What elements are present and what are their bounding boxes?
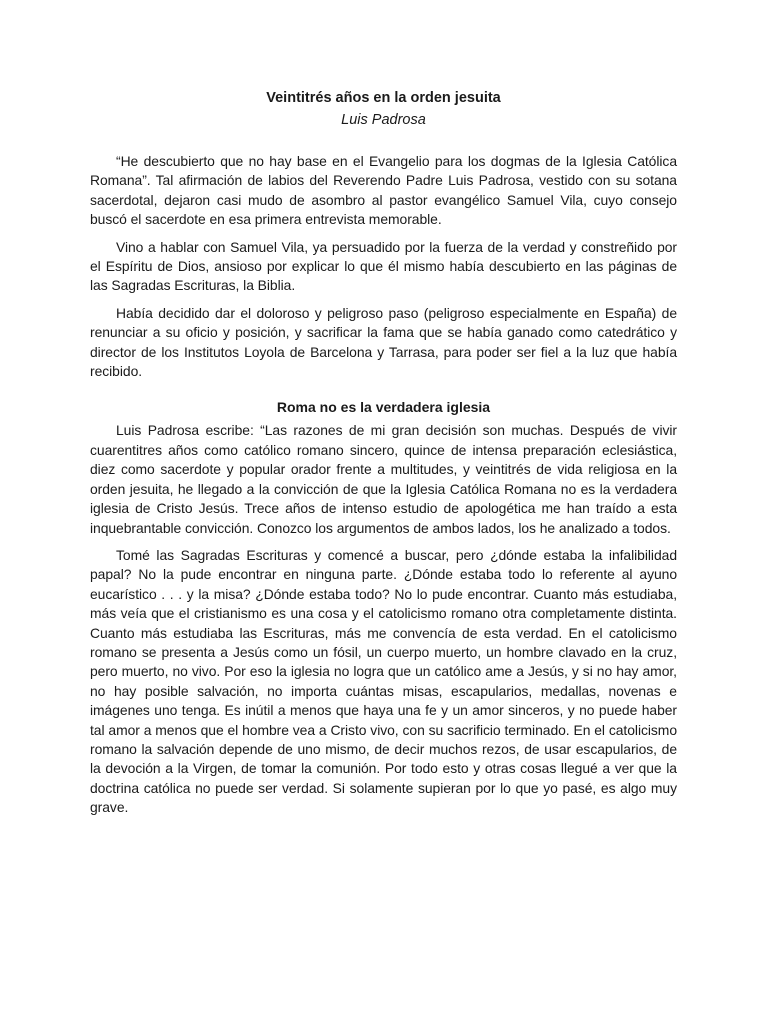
paragraph: “He descubierto que no hay base en el Evangelio para los dogmas de la Iglesia Católica Romana”. Tal afirmación de labios del Reverendo Padre Luis Padrosa, vestido con su sotana sacerdotal, dejaron casi mudo de asombro al pastor evangélico Samuel Vila, cuyo consejo buscó el sacerdote en esa primera entrevista memorable. <box>90 153 677 228</box>
intro-section <box>90 152 677 381</box>
body-section <box>90 421 677 817</box>
paragraph: Había decidido dar el doloroso y peligroso paso (peligroso especialmente en España) de renunciar a su oficio y posición, y sacrificar la fama que se había ganado como catedrático y director de los Institutos Loyola de Barcelona y Tarrasa, para poder ser fiel a la luz que había recibido. <box>90 304 677 380</box>
paragraph: Luis Padrosa escribe: “Las razones de mi gran decisión son muchas. Después de vivir cuarentitres años como católico romano sincero, quince de intensa preparación eclesiástica, diez como sacerdote y popular orador frente a multitudes, y veintitrés de vida religiosa en la orden jesuita, he llegado a la convicción de que la Iglesia Católica Romana no es la verdadera iglesia de Cristo Jesús. Trece años de intenso estudio de apologética me han traído a esta inquebrantable convicción. Conozco los argumentos de ambos lados, los he analizado a todos. <box>90 422 677 536</box>
document-author: Luis Padrosa <box>341 112 426 128</box>
section-heading: Roma no es la verdadera iglesia <box>276 399 491 416</box>
document-page <box>90 88 677 826</box>
document-title: Veintitrés años en la orden jesuita <box>266 90 501 106</box>
paragraph: Vino a hablar con Samuel Vila, ya persuadido por la fuerza de la verdad y constreñido por el Espíritu de Dios, ansioso por explicar lo que él mismo había descubierto en las páginas de las Sagradas Escrituras, la Biblia. <box>90 238 677 294</box>
paragraph: Tomé las Sagradas Escrituras y comencé a buscar, pero ¿dónde estaba la infalibilidad papal? No la pude encontrar en ninguna parte. ¿Dónde estaba todo lo referente al ayuno eucarístico . . . y la misa? ¿Dónde estaba todo? No lo pude encontrar. Cuanto más estudiaba, más veía que el cristianismo es una cosa y el catolicismo romano otra completamente distinta. Cuanto más estudiaba las Escrituras, más me convencía de esta verdad. En el catolicismo romano se presenta a Jesús como un fósil, un cuerpo muerto, un hombre clavado en la cruz, pero muerto, no vivo. Por eso la iglesia no logra que un católico ame a Jesús, y si no hay amor, no hay posible salvación, no importa cuántas misas, escapularios, medallas, novenas e imágenes uno tenga. Es inútil a menos que haya una fe y un amor sinceros, y no puede haber tal amor a menos que el hombre vea a Cristo vivo, con su sacrificio terminado. En el catolicismo romano la salvación depende de uno mismo, de decir muchos rezos, de usar escapularios, de la devoción a la Virgen, de tomar la comunión. Por todo esto y otras cosas llegué a ver que la doctrina católica no puede ser verdad. Si solamente supieran por lo que yo pasé, es algo muy grave. <box>90 546 677 816</box>
